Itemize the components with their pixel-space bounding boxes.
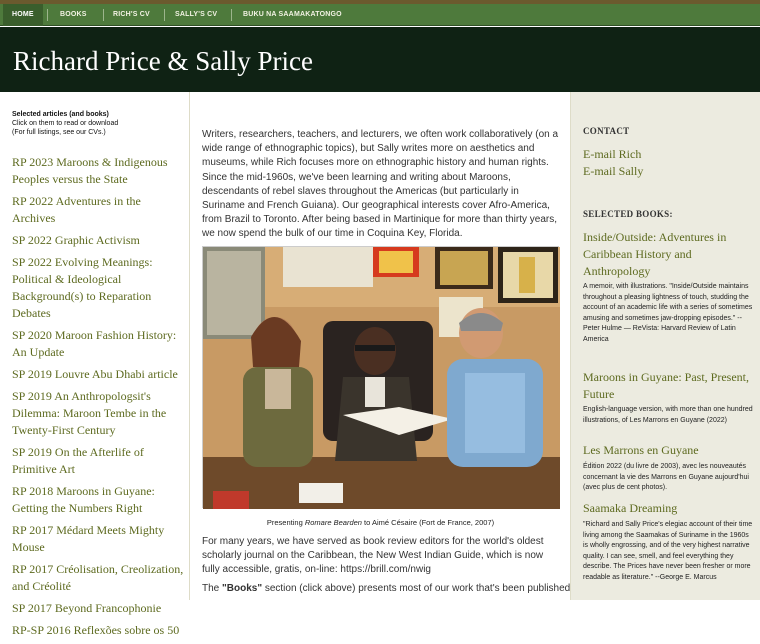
articles-note: (For full listings, see our CVs.) [12, 129, 106, 136]
book-description: Édition 2022 (du livre de 2003), avec les nouveautés concernant la vie des Marrons en Guyane aujourd'hui (avec plus de cent photos). [583, 463, 749, 491]
article-link[interactable]: RP 2018 Maroons in Guyane: Getting the Numbers Right [12, 484, 155, 515]
contact-heading: CONTACT [583, 126, 630, 136]
article-link[interactable]: SP 2019 An Anthropologsit's Dilemma: Maroon Tembe in the Twenty-First Century [12, 389, 167, 437]
intro-paragraph: Writers, researchers, teachers, and lecturers, we often work collaboratively (on a wide range of ethnographic topics), but Sally writes more on aesthetics and museums, while Rich focuses more on ethnographic history and human rights. Since the mid-1960s, we've been learning and writing about Maroons, descendants of rebel slaves throughout the Americas (but particularly in Suriname and French Guiana). Our geographical interests cover Afro-America, from Brazil to Toronto. After being based in Martinique for more than thirty years, we now spend the bulk of our time in Coquina Key, Florida. [202, 129, 559, 240]
books-paragraph-suffix: section (click above) presents most of our work that's been published [262, 583, 571, 594]
article-link[interactable]: SP 2020 Maroon Fashion History: An Update [12, 328, 177, 359]
article-list [12, 154, 184, 644]
articles-heading: Selected articles (and books) [12, 111, 109, 118]
articles-header [12, 110, 182, 137]
main-content [191, 92, 570, 600]
presentation-photo [202, 246, 559, 508]
article-link[interactable]: SP 2022 Graphic Activism [12, 233, 140, 247]
article-link[interactable]: SP 2022 Evolving Meanings: Political & Ideological Background(s) to Reparation Debates [12, 255, 153, 320]
nav-books[interactable]: BOOKS [60, 11, 87, 18]
article-link[interactable]: RP 2017 Créolisation, Creolization, and Créolité [12, 562, 184, 593]
article-link[interactable]: SP 2017 Beyond Francophonie [12, 601, 162, 615]
right-sidebar [570, 92, 760, 600]
book-title-link[interactable]: Inside/Outside: Adventures in Caribbean History and Anthropology [583, 230, 727, 278]
article-link[interactable]: RP 2023 Maroons & Indigenous Peoples versus the State [12, 155, 168, 186]
books-paragraph-prefix: The [202, 583, 223, 594]
site-title: Richard Price & Sally Price [13, 46, 313, 76]
books-paragraph [202, 582, 571, 596]
article-link[interactable]: RP 2022 Adventures in the Archives [12, 194, 141, 225]
nwig-paragraph: For many years, we have served as book review editors for the world's oldest scholarly journal on the Caribbean, the New West Indian Guide, which is now fully accessible, gratis, on-line: https://brill.com/nwig [202, 536, 544, 576]
left-sidebar [0, 92, 190, 637]
book-title-link[interactable]: Maroons in Guyane: Past, Present, Future [583, 370, 749, 401]
email-sally-link[interactable]: E-mail Sally [583, 164, 644, 178]
nav-sallys-cv[interactable]: SALLY'S CV [175, 11, 218, 18]
nav-divider [47, 9, 48, 21]
caption-prefix: Presenting [266, 518, 305, 527]
caption-artwork-title: Romare Bearden [304, 518, 362, 527]
site-header [0, 27, 760, 92]
article-link[interactable]: SP 2019 Louvre Abu Dhabi article [12, 367, 178, 381]
book-title-link[interactable]: Les Marrons en Guyane [583, 443, 699, 457]
email-rich-link[interactable]: E-mail Rich [583, 147, 642, 161]
article-link[interactable]: RP 2017 Médard Meets Mighty Mouse [12, 523, 165, 554]
nav-buku[interactable]: BUKU NA SAAMAKATONGO [243, 11, 342, 18]
nav-divider [231, 9, 232, 21]
selected-books-heading: SELECTED BOOKS: [583, 209, 673, 219]
nav-divider [164, 9, 165, 21]
book-description: English-language version, with more than one hundred illustrations, of Les Marrons en Guyane (2022) [583, 406, 753, 424]
photo-illustration [203, 247, 560, 509]
caption-suffix: to Aimé Césaire (Fort de France, 2007) [361, 518, 495, 527]
main-nav [0, 4, 760, 26]
photo-caption [202, 518, 559, 527]
nav-richs-cv[interactable]: RICH'S CV [113, 11, 150, 18]
books-section-link[interactable]: "Books" [222, 583, 263, 594]
article-link[interactable]: RP-SP 2016 Reflexões sobre os 50 [12, 623, 180, 637]
book-description: A memoir, with illustrations. "Inside/Outside maintains throughout a pleasing lightness of touch, studding the account of an academic life with a series of sometimes amusing and sometimes jaw-dropping episodes." -- Peter Hulme — ReVista: Harvard Review of Latin America [583, 283, 753, 343]
book-description: "Richard and Sally Price's elegiac account of their time living among the Saamakas of Suriname in the 1960s is wholly engrossing, and of the very highest narrative quality. I can see, smell, and feel everything they describe. The Prices have never been fresher or more readable as literature." --George E. Marcus [583, 521, 753, 581]
article-link[interactable]: SP 2019 On the Afterlife of Primitive Art [12, 445, 144, 476]
nav-home[interactable]: HOME [3, 4, 43, 26]
book-title-link[interactable]: Saamaka Dreaming [583, 501, 678, 515]
articles-subheading: Click on them to read or download [12, 120, 119, 127]
